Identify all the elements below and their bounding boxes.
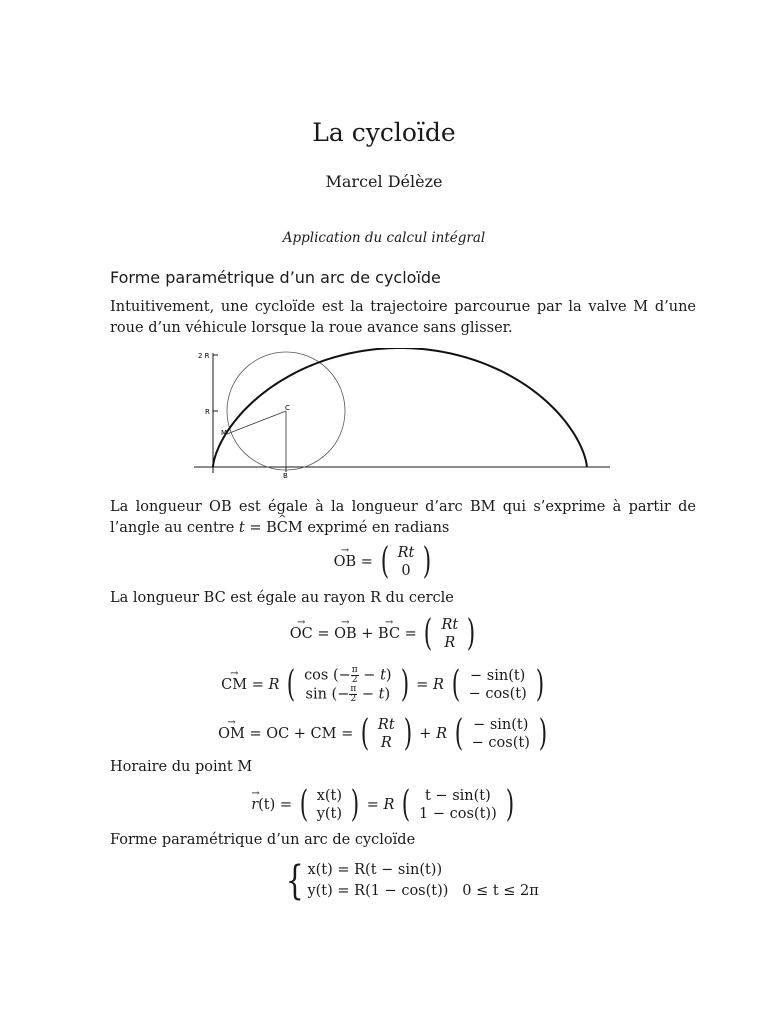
system-range: 0 ≤ t ≤ 2π — [462, 883, 539, 899]
cm-cos: cos — [304, 667, 329, 684]
cm-sin: sin — [305, 686, 327, 703]
oc-top: Rt — [441, 617, 459, 633]
vec-oc: → OC — [290, 626, 313, 642]
horaire-paragraph: Horaire du point M — [110, 759, 253, 775]
om-top-b: − sin(t) — [473, 717, 529, 733]
ob-text-1: La longueur OB est égale à la longueur d’arc BM qui s’exprime à partir de l’angle au centre — [110, 499, 696, 536]
cm-t-1: t — [380, 667, 386, 684]
abstract-line: Application du calcul intégral — [282, 230, 486, 246]
cm-sin-row: sin (− $\frac{\pi}{2}$ − t) — [305, 684, 391, 704]
cm-t-2: t — [378, 686, 385, 703]
equation-cm: → CM = R ( cos (− $\frac{\pi}{2}$ − t) sin (− $\frac{\pi}{2}$ − t) ) = R ( − sin(t) − cos(t) ) — [0, 666, 768, 704]
cm-two-1: 2 — [351, 675, 358, 685]
ob-top: Rt — [397, 545, 415, 561]
label-r: R — [205, 408, 210, 416]
om-bottom: R — [380, 735, 392, 751]
intro-paragraph: Intuitivement, une cycloïde est la trajectoire parcourue par la valve M d’une roue d’un véhicule lorsque la roue avance sans glisser. — [110, 299, 696, 336]
vec-om: → OM — [218, 726, 245, 742]
vec-ob: → OB — [334, 554, 357, 570]
parametric-system — [282, 860, 539, 902]
rt-bottom: y(t) — [316, 806, 343, 822]
cm-pi-1: π — [351, 665, 358, 675]
cm-top-b: − sin(t) — [470, 668, 526, 684]
cm-bot-b: − cos(t) — [468, 686, 527, 702]
oc-bottom: R — [444, 635, 456, 651]
cm-r-2: R — [433, 677, 444, 693]
vec-bc: → BC — [378, 626, 400, 642]
ob-angle-vertex: ^ C — [277, 518, 288, 539]
rt-bot-b: 1 − cos(t)) — [419, 806, 497, 822]
cm-cos-row: cos (− $\frac{\pi}{2}$ − t) — [304, 665, 392, 685]
om-r: R — [436, 726, 447, 742]
equation-rt: → r(t) = ( x(t) y(t) ) = R ( t − sin(t) 1 − cos(t)) ) — [0, 787, 768, 823]
equation-om: → OM = OC + CM = ( Rt R ) + R ( − sin(t) − cos(t) ) — [0, 716, 768, 752]
om-mid: = OC + CM = — [249, 726, 354, 742]
cm-pi-2: π — [350, 684, 357, 694]
rt-R: R — [383, 797, 395, 813]
system-line-y-row — [307, 881, 538, 902]
rt-top: x(t) — [316, 788, 343, 804]
radius-cm — [227, 411, 286, 434]
system-brace: { — [285, 858, 304, 904]
label-m: M — [221, 429, 228, 437]
cm-r: R — [268, 677, 280, 693]
ob-text-3: M exprimé en radians — [287, 520, 450, 536]
cycloid-figure — [190, 348, 620, 487]
vec-cm: → CM — [221, 677, 247, 693]
vec-r: → r — [251, 797, 258, 813]
label-b: B — [283, 472, 288, 480]
cycloid-arc — [213, 348, 587, 467]
document-title: La cycloïde — [312, 118, 456, 147]
bc-paragraph: La longueur BC est égale au rayon R du cercle — [110, 590, 454, 606]
forme-paragraph: Forme paramétrique d’un arc de cycloïde — [110, 832, 416, 848]
label-c: C — [285, 404, 290, 412]
author-name: Marcel Délèze — [325, 172, 443, 191]
label-2r: 2 R — [198, 352, 210, 360]
section-heading: Forme paramétrique d’un arc de cycloïde — [110, 268, 441, 287]
cycloid-diagram — [190, 348, 620, 483]
system-line-x: x(t) = R(t − sin(t)) — [307, 862, 443, 878]
system-line-y: y(t) = R(1 − cos(t)) — [307, 883, 449, 899]
ob-paragraph — [110, 497, 696, 539]
ob-var-t: t — [238, 520, 245, 536]
rt-arg: (t) = — [258, 797, 293, 813]
cm-two-2: 2 — [350, 694, 357, 704]
equation-oc: → OC = → OB + → BC = ( Rt R ) — [0, 616, 768, 652]
om-top: Rt — [377, 717, 395, 733]
rt-top-b: t − sin(t) — [425, 788, 491, 804]
vec-ob-2: → OB — [334, 626, 357, 642]
ob-bottom: 0 — [401, 563, 411, 579]
ob-text-2: = B — [244, 520, 277, 536]
om-bot-b: − cos(t) — [471, 735, 530, 751]
equation-ob: → OB = ( Rt 0 ) — [0, 544, 768, 580]
